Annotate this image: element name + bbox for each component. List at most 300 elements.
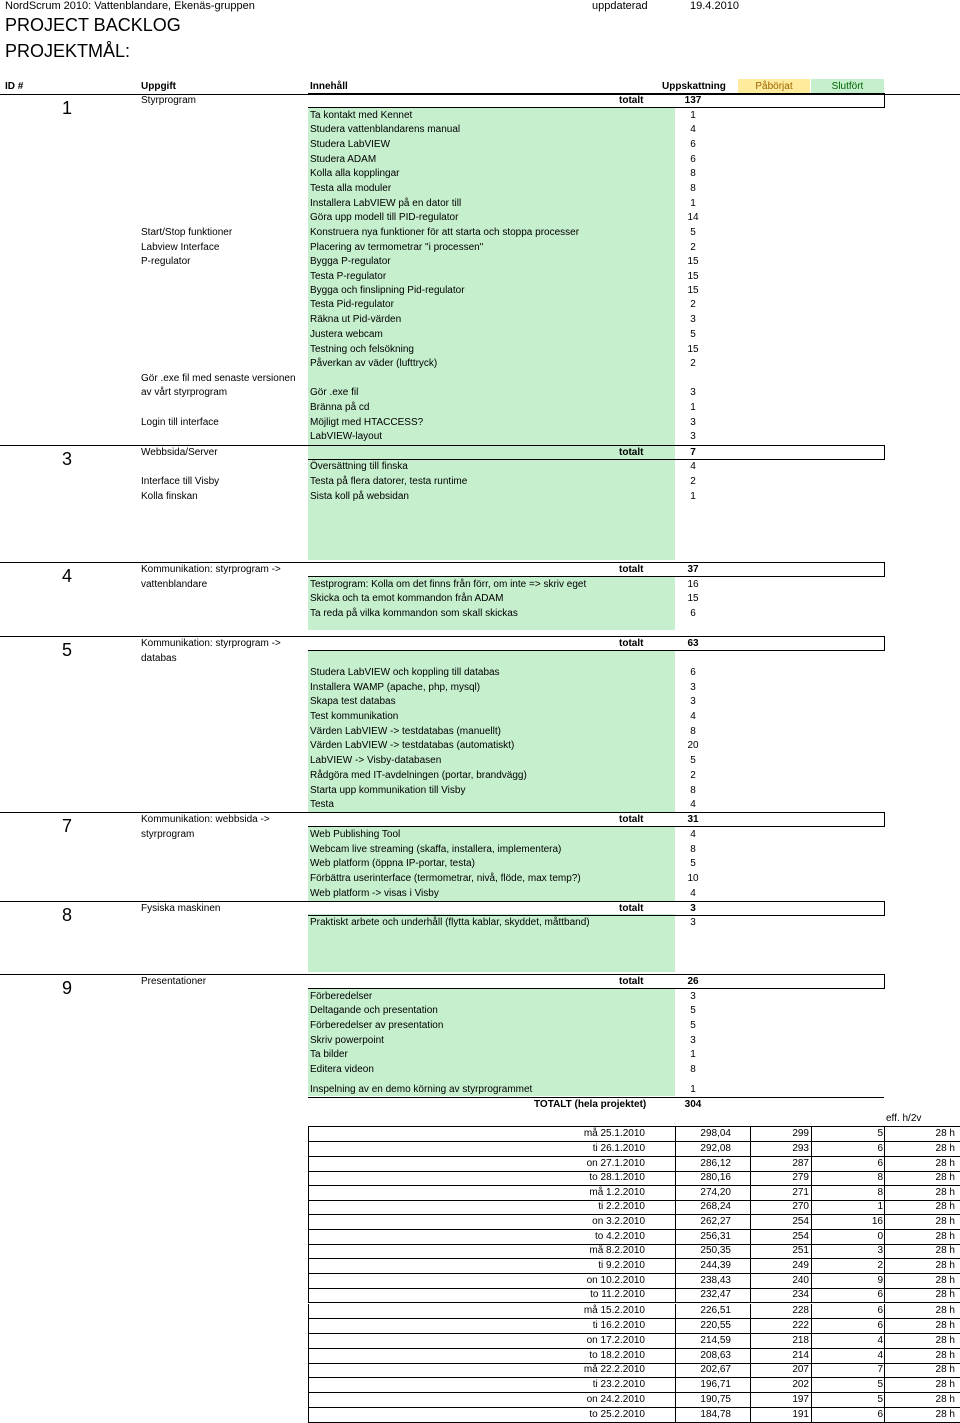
burndown-cell-border — [308, 1363, 309, 1378]
page-title: PROJECT BACKLOG — [5, 15, 181, 35]
item-value: 15 — [687, 256, 699, 267]
group-title: Kommunikation: webbsida -> — [141, 814, 270, 825]
item-text: Rådgöra med IT-avdelningen (portar, brandvägg) — [310, 770, 527, 781]
group-id: 7 — [62, 816, 73, 836]
burndown-ideal: 274,20 — [700, 1187, 731, 1198]
burndown-cell-border — [811, 1230, 812, 1245]
burndown-actual: 249 — [792, 1260, 809, 1271]
item-value: 3 — [690, 1035, 696, 1046]
burndown-cell-border — [750, 1244, 751, 1259]
burndown-cell-border — [884, 1274, 885, 1289]
burndown-date: må 8.2.2010 — [589, 1245, 645, 1256]
item-value: 3 — [690, 314, 696, 325]
burndown-date: to 28.1.2010 — [589, 1172, 645, 1183]
burndown-date: ti 26.1.2010 — [592, 1143, 645, 1154]
totalt-label: totalt — [619, 976, 644, 987]
item-text: Sista koll på websidan — [310, 491, 409, 502]
item-value: 1 — [690, 1049, 696, 1060]
burndown-date: må 25.1.2010 — [583, 1128, 645, 1139]
burndown-actual: 191 — [792, 1409, 809, 1420]
item-text: Studera LabVIEW och koppling till databas — [310, 667, 500, 678]
burndown-cell-border — [884, 1349, 885, 1364]
burndown-cell-border — [308, 1274, 309, 1289]
item-value: 6 — [690, 608, 696, 619]
burndown-cell-border — [811, 1349, 812, 1364]
burndown-cell-border — [884, 1393, 885, 1408]
item-text: Skicka och ta emot kommandon från ADAM — [310, 593, 504, 604]
item-value: 8 — [690, 168, 696, 179]
burndown-cell-border — [308, 1304, 309, 1319]
group-id: 5 — [62, 640, 73, 660]
item-text: Förberedelser av presentation — [310, 1020, 444, 1031]
burndown-eff: 28 h — [935, 1172, 955, 1183]
item-value: 1 — [690, 402, 696, 413]
item-text: Förbättra userinterface (termometrar, nivå, flöde, max temp?) — [310, 873, 581, 884]
burndown-cell-border — [884, 1215, 885, 1230]
burndown-cell-border — [675, 1186, 676, 1201]
item-text: Ta reda på vilka kommandon som skall skickas — [310, 608, 518, 619]
burndown-done: 2 — [877, 1260, 883, 1271]
burndown-cell-border — [675, 1215, 676, 1230]
burndown-eff: 28 h — [935, 1305, 955, 1316]
burndown-eff: 28 h — [935, 1128, 955, 1139]
burndown-cell-border — [675, 1230, 676, 1245]
burndown-cell-border — [750, 1288, 751, 1303]
burndown-eff: 28 h — [935, 1143, 955, 1154]
burndown-actual: 299 — [792, 1128, 809, 1139]
burndown-cell-border — [811, 1157, 812, 1172]
group-id: 4 — [62, 566, 73, 586]
burndown-done: 6 — [877, 1158, 883, 1169]
burndown-ideal: 184,78 — [700, 1409, 731, 1420]
item-text: Översättning till finska — [310, 461, 408, 472]
item-text: Påverkan av väder (lufttryck) — [310, 358, 438, 369]
burndown-eff: 28 h — [935, 1379, 955, 1390]
burndown-done: 5 — [877, 1128, 883, 1139]
item-text: Inspelning av en demo körning av styrprogrammet — [310, 1084, 533, 1095]
item-value: 5 — [690, 858, 696, 869]
burndown-cell-border — [675, 1349, 676, 1364]
item-value: 4 — [690, 461, 696, 472]
burndown-cell-border — [675, 1378, 676, 1393]
item-value: 20 — [687, 740, 699, 751]
burndown-done: 6 — [877, 1289, 883, 1300]
burndown-cell-border — [750, 1259, 751, 1274]
item-value: 3 — [690, 917, 696, 928]
item-value: 1 — [690, 491, 696, 502]
item-value: 10 — [687, 873, 699, 884]
burndown-done: 4 — [877, 1335, 883, 1346]
item-value: 15 — [687, 344, 699, 355]
burndown-date: ti 16.2.2010 — [592, 1320, 645, 1331]
burndown-done: 6 — [877, 1143, 883, 1154]
item-text: Web platform (öppna IP-portar, testa) — [310, 858, 475, 869]
burndown-header: eff. h/2v — [886, 1113, 922, 1124]
totalt-label: totalt — [619, 447, 644, 458]
burndown-cell-border — [308, 1244, 309, 1259]
burndown-ideal: 244,39 — [700, 1260, 731, 1271]
burndown-actual: 270 — [792, 1201, 809, 1212]
grand-total-value: 304 — [684, 1099, 702, 1110]
burndown-ideal: 208,63 — [700, 1350, 731, 1361]
subtask-label: Interface till Visby — [141, 476, 220, 487]
burndown-ideal: 286,12 — [700, 1158, 731, 1169]
burndown-date: ti 23.2.2010 — [592, 1379, 645, 1390]
group-title: Styrprogram — [141, 95, 197, 106]
item-text: Studera ADAM — [310, 154, 377, 165]
grand-total-label: TOTALT (hela projektet) — [534, 1099, 647, 1110]
burndown-cell-border — [308, 1157, 309, 1172]
item-value: 8 — [690, 844, 696, 855]
group-id: 8 — [62, 905, 73, 925]
burndown-ideal: 262,27 — [700, 1216, 731, 1227]
item-text: Deltagande och presentation — [310, 1005, 438, 1016]
item-text: Starta upp kommunikation till Visby — [310, 785, 466, 796]
burndown-cell-border — [750, 1200, 751, 1215]
burndown-eff: 28 h — [935, 1364, 955, 1375]
burndown-date: to 11.2.2010 — [590, 1289, 645, 1300]
total-box-8 — [308, 901, 885, 916]
burndown-cell-border — [308, 1259, 309, 1274]
burndown-cell-border — [675, 1408, 676, 1423]
burndown-cell-border — [884, 1230, 885, 1245]
group-total: 63 — [687, 638, 699, 649]
total-box-5 — [308, 636, 885, 651]
burndown-cell-border — [750, 1378, 751, 1393]
burndown-actual: 240 — [792, 1275, 809, 1286]
subtask-label: Gör .exe fil med senaste versionen — [141, 373, 296, 384]
burndown-cell-border — [750, 1304, 751, 1319]
burndown-done: 16 — [871, 1216, 883, 1227]
item-value: 6 — [690, 667, 696, 678]
item-value: 14 — [687, 212, 699, 223]
total-box-7 — [308, 812, 885, 827]
burndown-done: 1 — [877, 1201, 883, 1212]
subtask-label: P-regulator — [141, 256, 191, 267]
burndown-cell-border — [750, 1334, 751, 1349]
group-title: Webbsida/Server — [141, 447, 218, 458]
burndown-date: må 1.2.2010 — [589, 1187, 645, 1198]
item-text: Testa på flera datorer, testa runtime — [310, 476, 468, 487]
burndown-actual: 218 — [792, 1335, 809, 1346]
item-text: Bygga P-regulator — [310, 256, 391, 267]
burndown-cell-border — [811, 1142, 812, 1157]
item-value: 4 — [690, 888, 696, 899]
burndown-actual: 293 — [792, 1143, 809, 1154]
totalt-label: totalt — [619, 564, 644, 575]
subtask-label: Login till interface — [141, 417, 219, 428]
item-value: 1 — [690, 110, 696, 121]
total-box-4 — [308, 562, 885, 577]
burndown-cell-border — [750, 1319, 751, 1334]
burndown-ideal: 268,24 — [700, 1201, 731, 1212]
burndown-eff: 28 h — [935, 1260, 955, 1271]
burndown-cell-border — [811, 1127, 812, 1142]
total-box-1 — [308, 93, 885, 108]
item-text: Konstruera nya funktioner för att starta och stoppa processer — [310, 227, 580, 238]
burndown-done: 6 — [877, 1409, 883, 1420]
burndown-actual: 197 — [792, 1394, 809, 1405]
item-text: Möjligt med HTACCESS? — [310, 417, 424, 428]
totalt-label: totalt — [619, 814, 644, 825]
item-text: Gör .exe fil — [310, 387, 359, 398]
burndown-done: 8 — [877, 1172, 883, 1183]
burndown-actual: 287 — [792, 1158, 809, 1169]
burndown-eff: 28 h — [935, 1320, 955, 1331]
burndown-cell-border — [811, 1215, 812, 1230]
burndown-cell-border — [675, 1304, 676, 1319]
burndown-cell-border — [811, 1186, 812, 1201]
burndown-cell-border — [884, 1363, 885, 1378]
group-title: Kommunikation: styrprogram -> — [141, 638, 281, 649]
item-text: Test kommunikation — [310, 711, 399, 722]
burndown-cell-border — [308, 1171, 309, 1186]
item-text: Placering av termometrar "i processen" — [310, 242, 484, 253]
total-box-9 — [308, 974, 885, 989]
item-value: 8 — [690, 1064, 696, 1075]
burndown-cell-border — [884, 1200, 885, 1215]
burndown-cell-border — [675, 1274, 676, 1289]
burndown-row-line — [308, 1302, 960, 1303]
item-text: LabVIEW -> Visby-databasen — [310, 755, 442, 766]
col-content: Innehåll — [310, 81, 348, 92]
burndown-cell-border — [750, 1230, 751, 1245]
burndown-done: 6 — [877, 1305, 883, 1316]
burndown-done: 3 — [877, 1245, 883, 1256]
burndown-date: ti 2.2.2010 — [598, 1201, 645, 1212]
burndown-actual: 214 — [792, 1350, 809, 1361]
burndown-cell-border — [675, 1171, 676, 1186]
burndown-cell-border — [750, 1215, 751, 1230]
burndown-ideal: 226,51 — [700, 1305, 731, 1316]
burndown-eff: 28 h — [935, 1350, 955, 1361]
burndown-cell-border — [811, 1319, 812, 1334]
burndown-ideal: 256,31 — [700, 1231, 731, 1242]
item-value: 3 — [690, 696, 696, 707]
burndown-cell-border — [675, 1244, 676, 1259]
item-text: Installera LabVIEW på en dator till — [310, 198, 462, 209]
burndown-cell-border — [811, 1171, 812, 1186]
burndown-actual: 254 — [792, 1216, 809, 1227]
burndown-eff: 28 h — [935, 1394, 955, 1405]
burndown-actual: 234 — [792, 1289, 809, 1300]
burndown-actual: 207 — [792, 1364, 809, 1375]
item-value: 6 — [690, 139, 696, 150]
burndown-cell-border — [811, 1378, 812, 1393]
item-text: Web platform -> visas i Visby — [310, 888, 439, 899]
burndown-cell-border — [675, 1363, 676, 1378]
group-title: Presentationer — [141, 976, 207, 987]
burndown-ideal: 202,67 — [700, 1364, 731, 1375]
group-title-line2: styrprogram — [141, 829, 195, 840]
item-value: 3 — [690, 387, 696, 398]
burndown-ideal: 250,35 — [700, 1245, 731, 1256]
burndown-date: må 15.2.2010 — [583, 1305, 645, 1316]
item-value: 1 — [690, 1084, 696, 1095]
item-value: 2 — [690, 242, 696, 253]
burndown-cell-border — [750, 1127, 751, 1142]
group-total: 3 — [690, 903, 696, 914]
burndown-cell-border — [675, 1142, 676, 1157]
item-value: 8 — [690, 183, 696, 194]
item-value: 5 — [690, 227, 696, 238]
item-text: Skapa test databas — [310, 696, 396, 707]
item-text: Förberedelser — [310, 991, 373, 1002]
burndown-eff: 28 h — [935, 1216, 955, 1227]
burndown-actual: 279 — [792, 1172, 809, 1183]
group-total: 37 — [687, 564, 699, 575]
group-id: 1 — [62, 98, 73, 118]
burndown-cell-border — [884, 1304, 885, 1319]
col-estimate: Uppskattning — [662, 81, 726, 92]
burndown-cell-border — [675, 1200, 676, 1215]
burndown-cell-border — [675, 1319, 676, 1334]
burndown-cell-border — [308, 1186, 309, 1201]
item-value: 2 — [690, 299, 696, 310]
group-title: Fysiska maskinen — [141, 903, 221, 914]
burndown-eff: 28 h — [935, 1187, 955, 1198]
item-text: Justera webcam — [310, 329, 383, 340]
burndown-date: on 27.1.2010 — [586, 1158, 645, 1169]
group-total: 31 — [687, 814, 699, 825]
burndown-date: on 24.2.2010 — [586, 1394, 645, 1405]
burndown-ideal: 190,75 — [700, 1394, 731, 1405]
item-value: 5 — [690, 329, 696, 340]
subtask-label: av vårt styrprogram — [141, 387, 228, 398]
group-total: 137 — [684, 95, 702, 106]
burndown-done: 4 — [877, 1350, 883, 1361]
item-text: Testa alla moduler — [310, 183, 392, 194]
updated-label: uppdaterad — [592, 0, 648, 12]
burndown-cell-border — [308, 1288, 309, 1303]
burndown-cell-border — [750, 1363, 751, 1378]
item-value: 2 — [690, 476, 696, 487]
updated-date: 19.4.2010 — [690, 0, 739, 12]
item-text: Kolla alla kopplingar — [310, 168, 400, 179]
item-value: 4 — [690, 124, 696, 135]
burndown-cell-border — [675, 1157, 676, 1172]
burndown-actual: 251 — [792, 1245, 809, 1256]
item-value: 3 — [690, 991, 696, 1002]
burndown-cell-border — [884, 1186, 885, 1201]
item-value: 15 — [687, 593, 699, 604]
burndown-cell-border — [811, 1363, 812, 1378]
item-text: Installera WAMP (apache, php, mysql) — [310, 682, 481, 693]
item-value: 4 — [690, 799, 696, 810]
item-text: Bränna på cd — [310, 402, 370, 413]
burndown-cell-border — [750, 1408, 751, 1423]
burndown-cell-border — [884, 1288, 885, 1303]
col-started: Påbörjat — [738, 79, 810, 94]
item-value: 15 — [687, 271, 699, 282]
burndown-cell-border — [811, 1393, 812, 1408]
item-text: LabVIEW-layout — [310, 431, 383, 442]
item-text: Värden LabVIEW -> testdatabas (manuellt) — [310, 726, 501, 737]
burndown-ideal: 232,47 — [700, 1289, 731, 1300]
burndown-date: to 18.2.2010 — [589, 1350, 645, 1361]
burndown-cell-border — [308, 1215, 309, 1230]
item-value: 4 — [690, 829, 696, 840]
burndown-cell-border — [308, 1349, 309, 1364]
item-value: 5 — [690, 755, 696, 766]
burndown-ideal: 238,43 — [700, 1275, 731, 1286]
subtask-label: Labview Interface — [141, 242, 220, 253]
burndown-cell-border — [884, 1142, 885, 1157]
burndown-actual: 228 — [792, 1305, 809, 1316]
item-text: Skriv powerpoint — [310, 1035, 384, 1046]
burndown-cell-border — [811, 1259, 812, 1274]
item-value: 6 — [690, 154, 696, 165]
burndown-done: 9 — [877, 1275, 883, 1286]
burndown-cell-border — [675, 1127, 676, 1142]
group-total: 26 — [687, 976, 699, 987]
burndown-cell-border — [884, 1157, 885, 1172]
item-value: 3 — [690, 682, 696, 693]
item-value: 4 — [690, 711, 696, 722]
burndown-cell-border — [811, 1408, 812, 1423]
totalt-label: totalt — [619, 638, 644, 649]
total-box-3 — [308, 445, 885, 460]
item-text: Testprogram: Kolla om det finns från förr, om inte => skriv eget — [310, 579, 587, 590]
burndown-eff: 28 h — [935, 1335, 955, 1346]
burndown-cell-border — [308, 1334, 309, 1349]
group-id: 9 — [62, 978, 73, 998]
item-value: 2 — [690, 358, 696, 369]
burndown-eff: 28 h — [935, 1289, 955, 1300]
burndown-date: on 17.2.2010 — [586, 1335, 645, 1346]
burndown-eff: 28 h — [935, 1201, 955, 1212]
item-text: Bygga och finslipning Pid-regulator — [310, 285, 465, 296]
burndown-ideal: 280,16 — [700, 1172, 731, 1183]
group-total: 7 — [690, 447, 696, 458]
subtask-label: Kolla finskan — [141, 491, 198, 502]
burndown-ideal: 196,71 — [700, 1379, 731, 1390]
burndown-cell-border — [750, 1157, 751, 1172]
burndown-actual: 254 — [792, 1231, 809, 1242]
item-text: Testa Pid-regulator — [310, 299, 394, 310]
burndown-cell-border — [750, 1142, 751, 1157]
burndown-cell-border — [811, 1304, 812, 1319]
burndown-cell-border — [884, 1378, 885, 1393]
burndown-cell-border — [811, 1334, 812, 1349]
burndown-cell-border — [750, 1349, 751, 1364]
burndown-eff: 28 h — [935, 1158, 955, 1169]
burndown-cell-border — [884, 1244, 885, 1259]
burndown-cell-border — [884, 1334, 885, 1349]
burndown-cell-border — [750, 1186, 751, 1201]
burndown-done: 6 — [877, 1320, 883, 1331]
burndown-cell-border — [750, 1393, 751, 1408]
item-value: 16 — [687, 579, 699, 590]
burndown-cell-border — [675, 1334, 676, 1349]
burndown-actual: 202 — [792, 1379, 809, 1390]
burndown-cell-border — [308, 1142, 309, 1157]
burndown-ideal: 292,08 — [700, 1143, 731, 1154]
burndown-eff: 28 h — [935, 1409, 955, 1420]
burndown-date: on 10.2.2010 — [586, 1275, 645, 1286]
burndown-cell-border — [308, 1127, 309, 1142]
burndown-date: må 22.2.2010 — [583, 1364, 645, 1375]
burndown-cell-border — [884, 1127, 885, 1142]
burndown-actual: 222 — [792, 1320, 809, 1331]
burndown-done: 5 — [877, 1379, 883, 1390]
item-value: 1 — [690, 198, 696, 209]
item-text: Studera vattenblandarens manual — [310, 124, 461, 135]
burndown-cell-border — [884, 1259, 885, 1274]
item-text: Räkna ut Pid-värden — [310, 314, 402, 325]
burndown-done: 7 — [877, 1364, 883, 1375]
item-value: 15 — [687, 285, 699, 296]
